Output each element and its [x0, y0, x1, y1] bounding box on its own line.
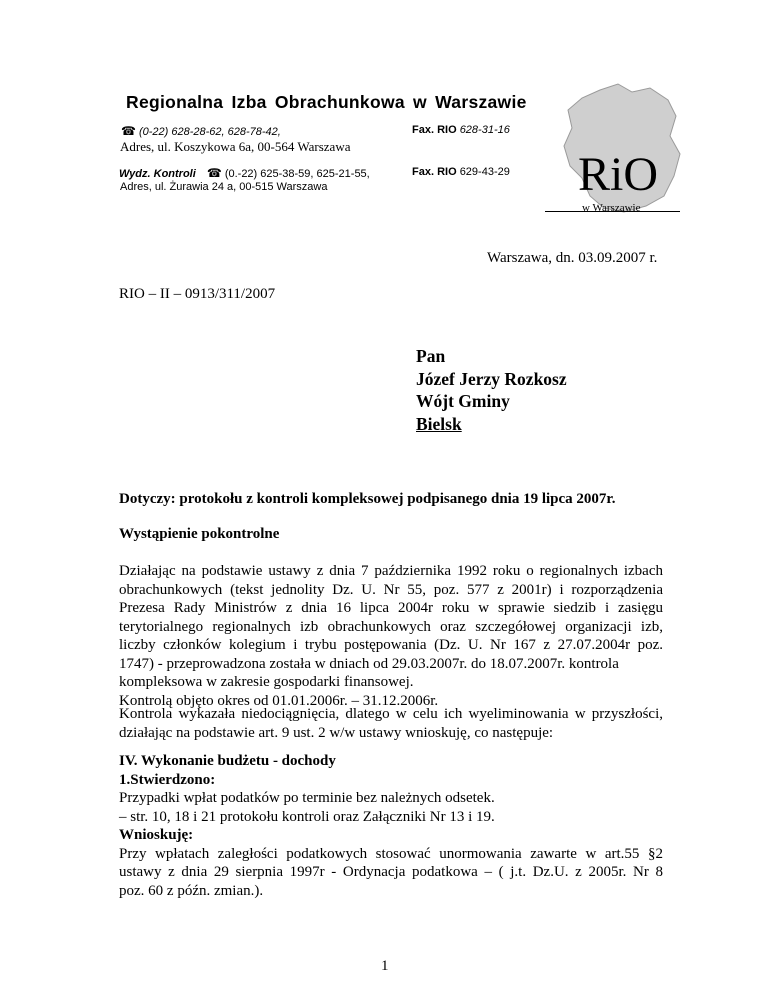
rio-logo	[560, 80, 684, 216]
paragraph-line: Prezesa Rady Ministrów z dnia 16 lipca 2004r roku w sprawie siedzib i zasięgu	[119, 600, 663, 616]
addressee-role: Wójt Gminy	[416, 391, 510, 411]
telephone-icon: ☎	[206, 166, 222, 180]
fax-line-2	[412, 166, 510, 178]
telephone-icon: ☎	[121, 124, 136, 138]
phone-line-1	[121, 124, 281, 138]
finding-text: Przypadki wpłat podatków po terminie bez należnych odsetek.	[119, 790, 495, 806]
date-line: Warszawa, dn. 03.09.2007 r.	[487, 250, 658, 266]
addressee-place: Bielsk	[416, 413, 462, 434]
request-text: Przy wpłatach zaległości podatkowych stosować unormowania zawarte w art.55 §2	[119, 845, 663, 862]
request-label: Wnioskuję:	[119, 827, 194, 843]
org-name: Regionalna Izba Obrachunkowa w Warszawie	[126, 92, 527, 112]
paragraph-line: 1747) - przeprowadzona została w dniach od 29.03.2007r. do 18.07.2007r. kontrola	[119, 655, 619, 672]
dept-line	[119, 166, 370, 180]
fax-label-1: Fax. RIO	[412, 124, 457, 136]
letterhead-divider	[545, 211, 680, 212]
reference-number: RIO – II – 0913/311/2007	[119, 286, 276, 302]
finding-reference: – str. 10, 18 i 21 protokołu kontroli oraz Załączniki Nr 13 i 19.	[119, 808, 495, 825]
subject-line: Dotyczy: protokołu z kontroli kompleksowej podpisanego dnia 19 lipca 2007r.	[119, 491, 616, 507]
paragraph-findings-intro	[119, 705, 663, 742]
paragraph-line: Działając na podstawie ustawy z dnia 7 października 1992 roku o regionalnych izbach	[119, 563, 663, 579]
paragraph-legal-basis	[119, 562, 663, 710]
request-text: ustawy z dnia 29 sierpnia 1997r - Ordynacja podatkowa – ( j.t. Dz.U. z 2005r. Nr 8	[119, 864, 663, 880]
logo-sub-text: w Warszawie	[582, 202, 641, 214]
address-2: Adres, ul. Żurawia 24 a, 00-515 Warszawa	[120, 181, 328, 193]
paragraph-line: terytorialnego regionalnych izb obrachunkowych oraz szczegółowej organizacji izb,	[119, 618, 663, 635]
phone-numbers-2: (0.-22) 625-38-59, 625-21-55,	[224, 168, 370, 180]
fax-number-1: 628-31-16	[459, 124, 510, 136]
logo-rio-text: RiO	[578, 148, 659, 201]
request-text: poz. 60 z późn. zmian.).	[119, 882, 264, 899]
paragraph-line: obrachunkowych (tekst jednolity Dz. U. Nr 55, poz. 577 z 2001r) i rozporządzenia	[119, 581, 663, 598]
address-1: Adres, ul. Koszykowa 6a, 00-564 Warszawa	[120, 139, 351, 154]
addressee-name: Józef Jerzy Rozkosz	[416, 368, 567, 389]
dept-name: Wydz. Kontroli	[119, 168, 196, 180]
fax-label-2: Fax. RIO	[412, 166, 457, 178]
paragraph-line: kompleksowa w zakresie gospodarki finansowej.	[119, 674, 414, 690]
fax-number-2: 629-43-29	[459, 166, 510, 178]
section-title: IV. Wykonanie budżetu - dochody	[119, 753, 336, 769]
fax-line-1	[412, 124, 510, 136]
paragraph-line: działając na podstawie art. 9 ust. 2 w/w ustawy wnioskuję, co następuje:	[119, 724, 554, 741]
addressee-title: Pan	[416, 346, 446, 366]
section-budget-income	[119, 752, 663, 900]
addressee-block	[416, 345, 567, 435]
paragraph-line: Kontrola wykazała niedociągnięcia, dlatego w celu ich wyeliminowania w przyszłości,	[119, 706, 663, 722]
finding-label: 1.Stwierdzono:	[119, 771, 216, 788]
paragraph-line: liczby członków kolegium i trybu postępowania (Dz. U. Nr 167 z 27.07.2004r poz.	[119, 637, 663, 653]
paragraph-line: Kontrolą objęto okres od 01.01.2006r. – 31.12.2006r.	[119, 692, 439, 709]
page-number: 1	[381, 958, 389, 974]
phone-numbers-1: (0-22) 628-28-62, 628-78-42,	[138, 126, 281, 138]
letter-heading: Wystąpienie pokontrolne	[119, 526, 280, 542]
